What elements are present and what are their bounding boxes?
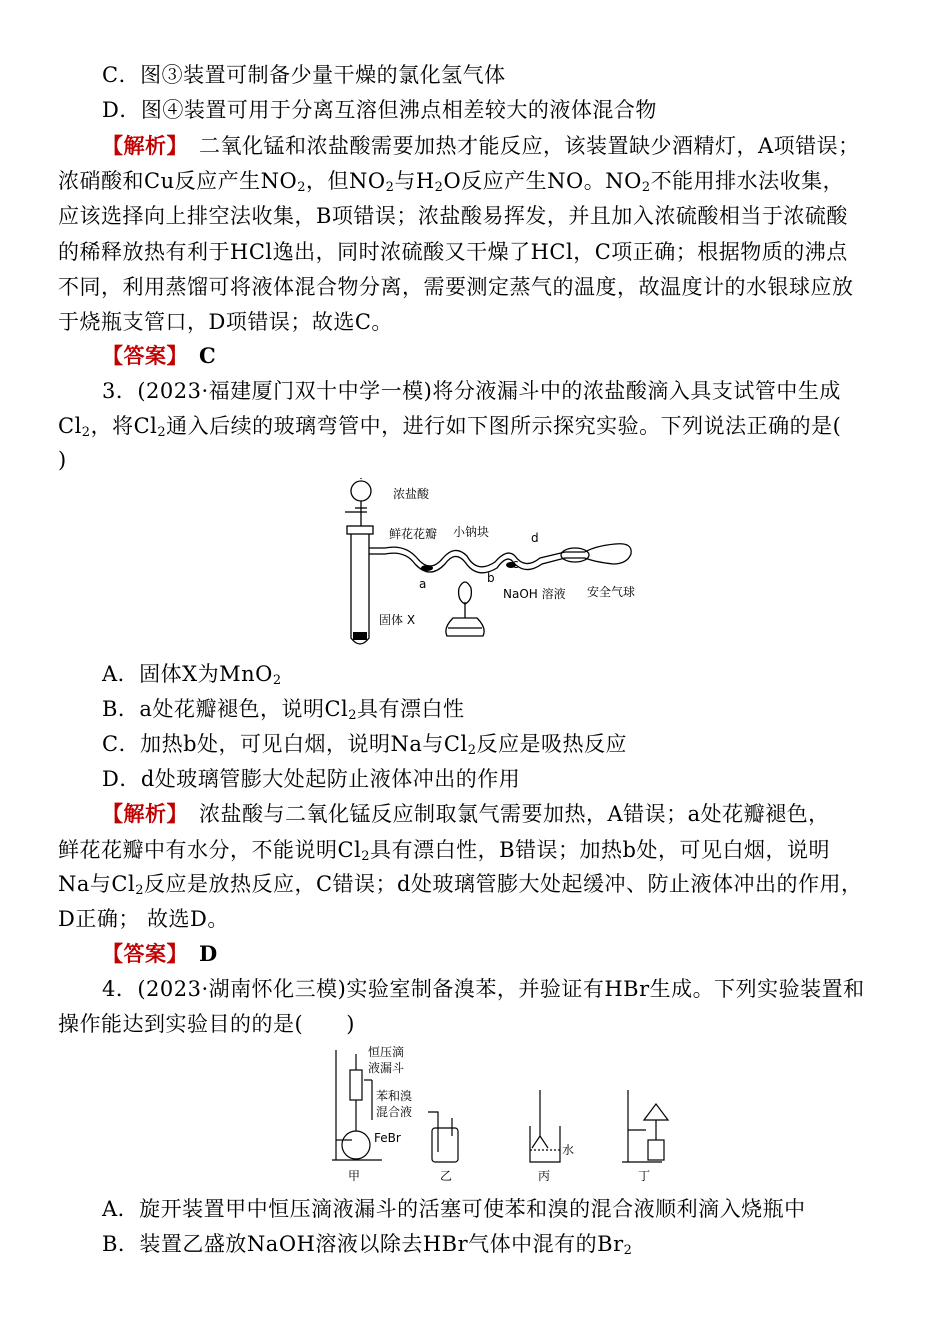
q4-option-a: A．旋开装置甲中恒压滴液漏斗的活塞可使苯和溴的混合液顺利滴入烧瓶中 [102,1197,806,1221]
gas-bottle-yi [432,1128,458,1162]
q3-option-d: D．d处玻璃管膨大处起防止液体冲出的作用 [102,767,521,791]
sep-funnel-ding [644,1104,668,1120]
q2-analysis-line5: 不同，利用蒸馏可将液体混合物分离，需要测定蒸气的温度，故温度计的水银球应放 [58,275,854,299]
q3-stem-line3: ) [58,448,67,472]
label-mix-1: 苯和溴 [376,1089,413,1103]
label-d: d [531,531,539,545]
q4-apparatus-figure [322,1040,682,1190]
q3-option-b: B．a处花瓣褪色，说明$Cl_2$具有漂白性 [102,697,465,723]
q3-answer: 【答案】 D [102,941,218,966]
label-sodium: 小钠块 [453,525,490,539]
label-petal: 鲜花花瓣 [389,527,438,541]
q2-analysis-line1: 【解析】 二氧化锰和浓盐酸需要加热才能反应，该装置缺少酒精灯，A项错误； [102,133,860,158]
q3-option-c: C．加热b处，可见白烟，说明Na与$Cl_2$反应是吸热反应 [102,732,627,758]
q3-option-a: A．固体X为MnO$_2$ [102,662,282,688]
label-c: c [512,557,519,571]
label-mix-2: 混合液 [376,1105,413,1119]
side-arm-test-tube [351,530,369,644]
answer-tag: 【答案】 [102,941,178,966]
alcohol-lamp [446,618,484,636]
q3-stem-line2: $Cl_2$，将$Cl_2$通入后续的玻璃弯管中，进行如下图所示探究实验。下列说法正确的是( [58,414,842,440]
option-d-prev: D．图④装置可用于分离互溶但沸点相差较大的液体混合物 [102,98,657,122]
analysis-tag: 【解析】 [102,801,178,826]
q3-analysis-line1: 【解析】 浓盐酸与二氧化锰反应制取氯气需要加热，A错误；a处花瓣褪色， [102,801,830,826]
option-c-prev: C．图③装置可制备少量干燥的氯化氢气体 [102,63,506,87]
label-balloon: 安全气球 [587,585,636,599]
q4-option-b: B．装置乙盛放NaOH溶液以除去HBr气体中混有的$Br_2$ [102,1232,633,1258]
q2-analysis-line4: 的稀释放热有利于HCl逸出，同时浓硫酸又干燥了HCl，C项正确；根据物质的沸点 [58,240,848,264]
label-jia: 甲 [348,1169,361,1183]
answer-tag: 【答案】 [102,343,178,368]
label-a: a [419,577,427,591]
flask-jia [342,1131,370,1159]
funnel-bulb [351,481,371,501]
label-ding: 丁 [638,1169,651,1183]
label-funnel-1: 恒压滴 [368,1045,405,1059]
label-naoh: NaOH 溶液 [503,587,566,601]
q3-analysis-line3: Na与$Cl_2$反应是放热反应，C错误；d处玻璃管膨大处起缓冲、防止液体冲出的作用， [58,872,863,898]
q2-analysis-line3: 应该选择向上排空法收集，B项错误；浓盐酸易挥发，并且加入浓硫酸相当于浓硫酸 [58,204,848,228]
label-water: 水 [562,1143,575,1157]
analysis-tag: 【解析】 [102,133,178,158]
q2-answer: 【答案】 C [102,343,217,368]
label-bing: 丙 [538,1169,551,1183]
q4-stem-line1: 4．(2023·湖南怀化三模)实验室制备溴苯，并验证有HBr生成。下列实验装置和 [102,977,865,1001]
q3-analysis-line2: 鲜花花瓣中有水分，不能说明$Cl_2$具有漂白性，B错误；加热b处，可见白烟，说明 [58,838,830,864]
label-funnel-2: 液漏斗 [368,1061,405,1075]
q4-stem-line2: 操作能达到实验目的的是( ) [58,1012,355,1036]
label-solid: 固体 X [379,613,416,627]
label-hcl: 浓盐酸 [393,487,430,501]
q3-analysis-line4: D正确； 故选D。 [58,907,229,931]
label-b: b [487,571,495,585]
q2-analysis-line2: 浓硝酸和Cu反应产生$NO_2$，但$NO_2$与$H_2O$反应产生NO。$NO_2$不能用排水法收集， [58,169,845,195]
q3-apparatus-figure [335,478,655,653]
q2-analysis-line6: 于烧瓶支管口，D项错误；故选C。 [58,310,393,334]
label-yi: 乙 [440,1169,453,1183]
q3-stem-line1: 3．(2023·福建厦门双十中学一模)将分液漏斗中的浓盐酸滴入具支试管中生成 [102,379,841,403]
label-febr: FeBr [374,1131,401,1145]
safety-balloon [585,544,631,564]
